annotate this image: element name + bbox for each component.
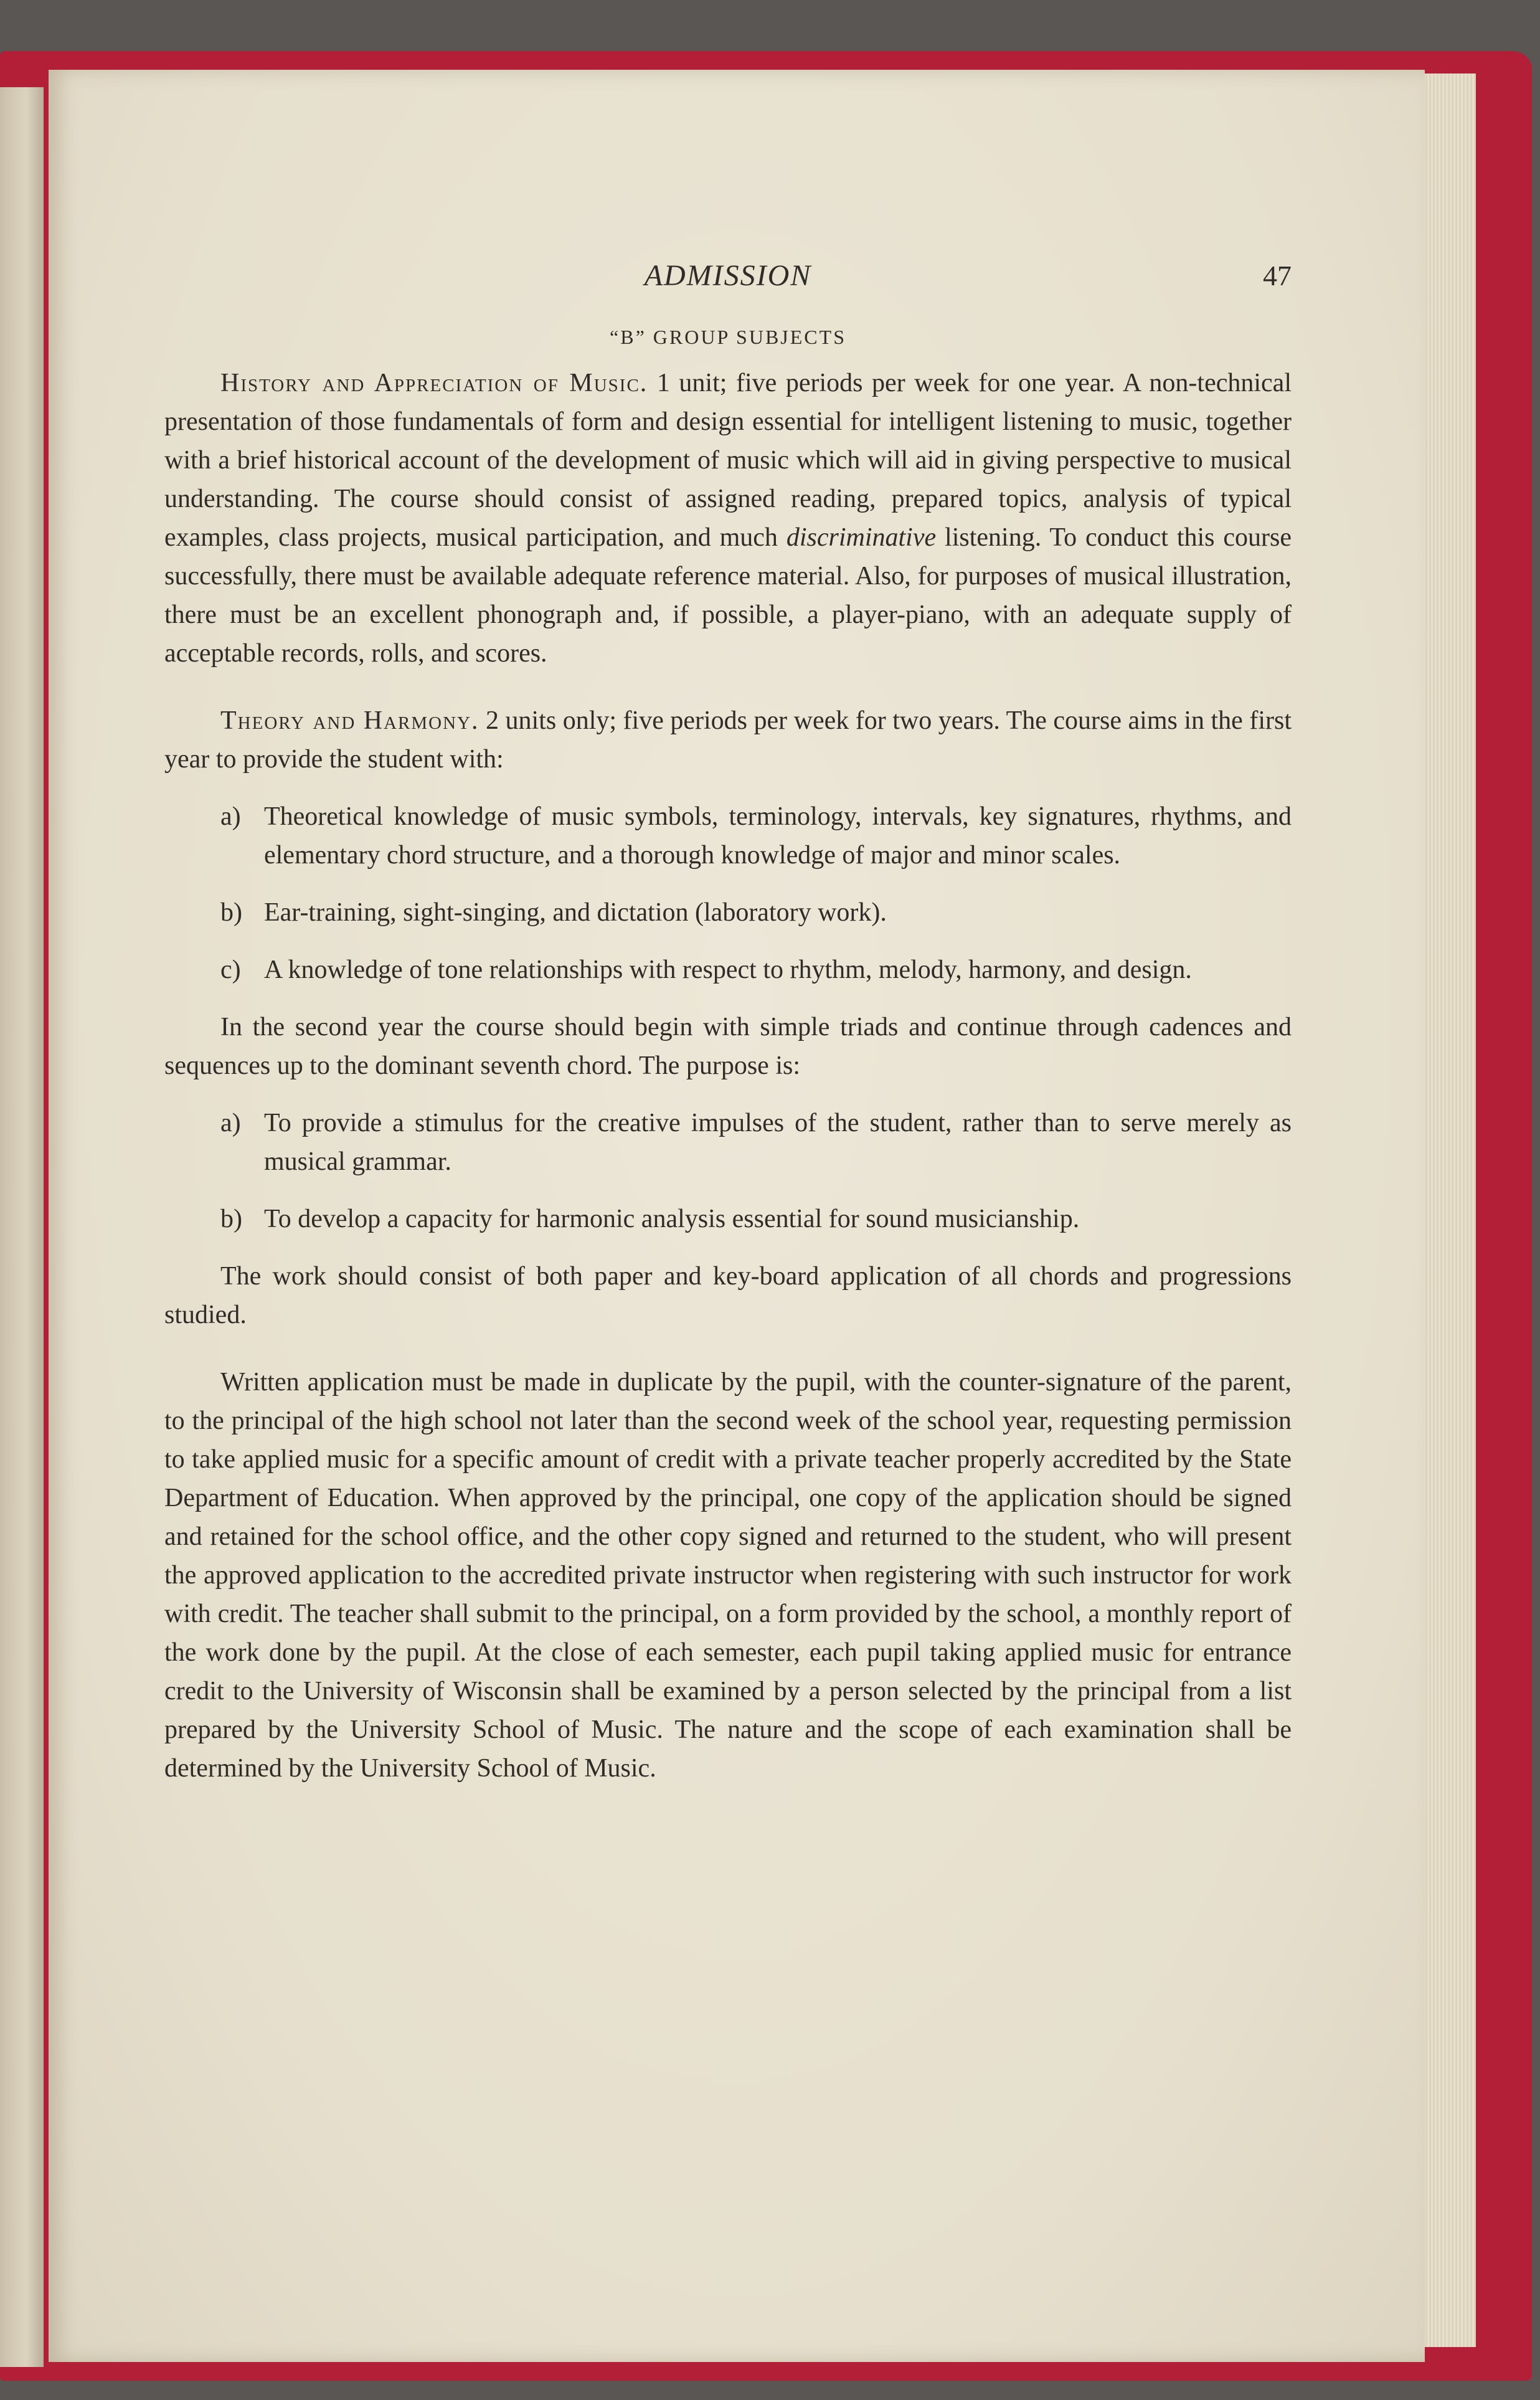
list-marker: a) [220,802,241,831]
work-note: The work should consist of both paper and key-board application of all chords and progressions studied. [164,1262,1292,1329]
book-page [49,70,1425,2362]
theory-title: Theory and Harmony. [220,706,479,735]
list-item [220,893,1292,932]
list-item [220,1104,1292,1181]
theory-paragraph [164,701,1292,779]
page-number: 47 [1263,260,1292,292]
theory-intro: 2 units only; five periods per week for two years. The course aims in the first year to provide the student with: [164,706,1292,774]
history-title: History and Appreciation of Music. [220,369,648,397]
list-marker: a) [220,1109,241,1137]
list-item-text: To provide a stimulus for the creative impulses of the student, rather than to serve merely as musical grammar. [264,1109,1292,1176]
second-year-list [164,1104,1292,1238]
list-marker: b) [220,898,242,927]
list-item-text: To develop a capacity for harmonic analysis essential for sound musicianship. [264,1205,1080,1233]
history-text-b: listening. To conduct this course successfully, there must be available adequate reference material. Also, for purposes of musical illustration, there must be an excellent phonograph and, if possible, a player-piano, with an adequate supply of acceptable records, rolls, and scores. [164,523,1292,668]
page-content [164,257,1292,1788]
list-item-text: Ear-training, sight-singing, and dictation (laboratory work). [264,898,887,927]
section-heading: “B” GROUP SUBJECTS [610,326,846,348]
second-year-intro: In the second year the course should begin with simple triads and continue through cadences and sequences up to the dominant seventh chord. The purpose is: [164,1013,1292,1080]
list-item-text: Theoretical knowledge of music symbols, terminology, intervals, key signatures, rhythms, and elementary chord structure, and a thorough knowledge of major and minor scales. [264,802,1292,870]
list-item [220,1200,1292,1238]
history-paragraph [164,364,1292,673]
list-item [220,797,1292,875]
left-facing-page [0,87,44,2367]
list-item-text: A knowledge of tone relationships with respect to rhythm, melody, harmony, and design. [264,956,1192,984]
application-paragraph: Written application must be made in duplicate by the pupil, with the counter-signature of the parent, to the principal of the high school not later than the second week of the school year, requesting permission to take applied music for a specific amount of credit with a private teacher properly accredited by the State Department of Education. When approved by the principal, one copy of the application should be signed and retained for the school office, and the other copy signed and returned to the student, who will present the approved application to the accredited private instructor when registering with such instructor for work with credit. The teacher shall submit to the principal, on a form provided by the school, a monthly report of the work done by the pupil. At the close of each semester, each pupil taking applied music for entrance credit to the University of Wisconsin shall be examined by a person selected by the principal from a list prepared by the University School of Music. The nature and the scope of each examination shall be determined by the University School of Music. [164,1368,1292,1783]
history-text-a: 1 unit; five periods per week for one year. A non-technical presentation of those fundamentals of form and design essential for intelligent listening to music, together with a brief historical account of the development of music which will aid in giving perspective to musical understanding. The course should consist of assigned reading, prepared topics, analysis of typical examples, class projects, musical participation, and much [164,369,1292,552]
first-year-list [164,797,1292,989]
list-marker: c) [220,956,241,984]
running-head [164,257,1292,306]
running-title: ADMISSION [644,259,812,292]
list-marker: b) [220,1205,242,1233]
history-emphasis: discriminative [786,523,937,552]
list-item [220,951,1292,989]
